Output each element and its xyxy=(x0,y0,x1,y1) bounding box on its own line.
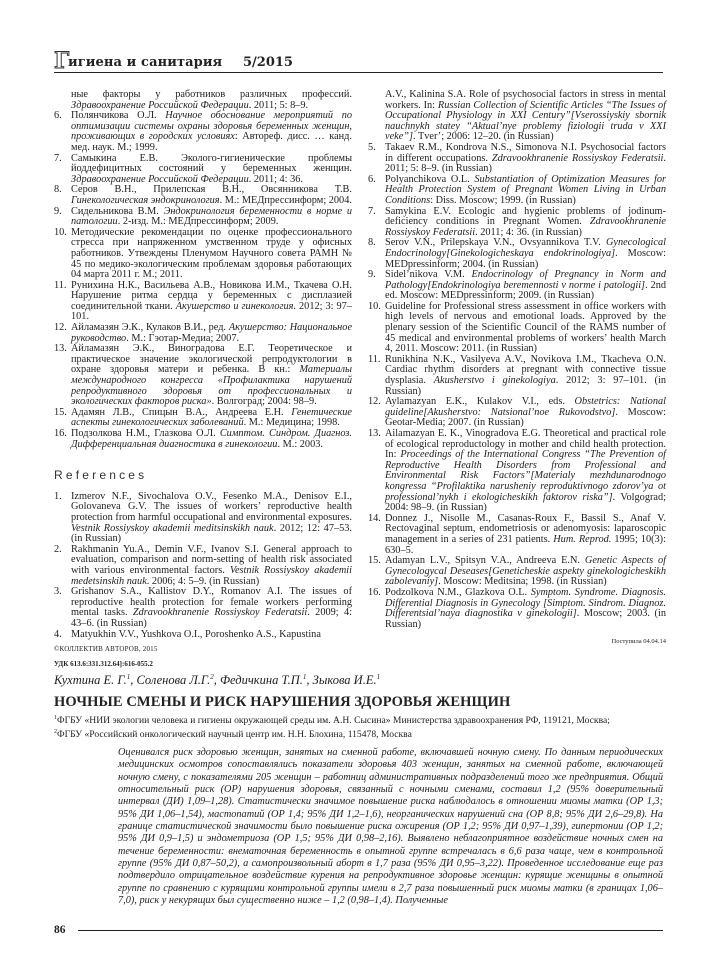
reference-item: 7. Samykina E.V. Ecologic and hygienic problems of jodinum-deficiency conditions in Pregnant Women. Zdravookhranenie Rossiyskoy Federatsii. 2011; 4: 36. (in Russian) xyxy=(368,205,666,238)
reference-item: 3. Grishanov S.A., Kallistov D.Y., Romanov A.I. The issues of reproductive health protection for female workers performing mental tasks. Zdravookhranenie Rossiyskoy Federatsii. 2009; 4: 43–6. (in Russian) xyxy=(54,586,352,629)
article-title: НОЧНЫЕ СМЕНЫ И РИСК НАРУШЕНИЯ ЗДОРОВЬЯ ЖЕНЩИН xyxy=(54,694,511,710)
page-number: 86 xyxy=(54,924,66,936)
reference-number: 16. xyxy=(54,428,67,439)
article-abstract: Оценивался риск здоровью женщин, занятых на сменной работе, включавшей ночную смену. По данным периодических медицинских осмотров сопоставлялись показатели здоровья 403 женщин, занятых на сменной работе, включающей ночную смену, с показателями 205 женщин – работниц административных подразделений того же предприятия. Общий относительный риск (ОР) нарушения здоровья, связанный с ночными сменами, составил 1,2 (95% доверительный интервал (ДИ) 1,09–1,28). Статистически значимое повышение риска наблюдалось в отношении миомы матки (ОР 1,3; 95% ДИ 1,06–1,54), мастопатий (ОР 1,4; 95% ДИ 1,2–1,6), неорганических нарушений сна (ОР 8,8; 95% ДИ 2,6–29,8). На границе статистической значимости было повышение риска ожирения (ОР 1,2; 95% ДИ 0,97–1,39), гипертонии (ОР 1,2; 95% ДИ 0,9–1,5) и эндометриоза (ОР 1,5; 95% ДИ 0,98–2,16). Выявлено неблагоприятное воздействие ночных смен на течение беременности: внематочная беременность в опытной группе встречалась в 6,6 раза чаще, чем в контрольной группе (95% ДИ 0,87–50,2), а самопроизвольный аборт в 1,7 раза (95% ДИ 0,95–3,22). Проведенное исследование еще раз подтвердило отрицательное воздействие курения на репродуктивное здоровье женщин: курящие женщины в опытной группе по сравнению с курящими контрольной группы имели в 2,7 раза повышенный риск миомы матки (в границах 1,06–7,0), риск у некурящих был существенно ниже – 1,2 (0,98–1,4). Полученные xyxy=(118,747,663,907)
reference-item: 15. Адамян Л.В., Спицын В.А., Андреева Е.Н. Генетические аспекты гинекологических заболеваний. М.: Медицина; 1998. xyxy=(54,406,352,429)
journal-issue: 5/2015 xyxy=(243,55,293,70)
reference-item: 16. Подзолкова Н.М., Глазкова О.Л. Симптом. Синдром. Диагноз. Дифференциальная диагностика в гинекологии. М.: 2003. xyxy=(54,428,353,450)
reference-item: 10. Методические рекомендации по оценке профессионального стресса при напряженном умственном труде у офисных работников. Утвеждены Пленумом Научного совета РАМН № 45 по медико-экологическим проблемам здоровья работающих 04 марта 2011 г. М.; 2011. xyxy=(54,226,352,281)
right-column xyxy=(368,90,666,648)
reference-number: 8. xyxy=(368,237,376,249)
en-reference-list-continued xyxy=(368,143,666,630)
journal-title: игиена и санитария xyxy=(68,55,223,70)
ru-reference-continued: ные факторы у работников различных профессий. Здравоохранение Российской Федерации. 2011; 5: 8–9. xyxy=(71,89,352,111)
reference-item: 8. Serov V.N., Prilepskaya V.N., Ovsyannikova T.V. Gynecological Endocrinology[Ginekologicheskaya endokrinologiya]. Moscow: MEDpressinform; 2004. (in Russian) xyxy=(368,237,666,270)
reference-item: 9. Сидельникова В.М. Эндокринология беременности в норме и патологии. 2-изд. М.: МЕДпрессинформ; 2009. xyxy=(54,205,352,228)
reference-item: 4. Matyukhin V.V., Yushkova O.I., Poroshenko A.S., Kapustina xyxy=(54,628,321,640)
reference-item: 8. Серов В.Н., Прилепская В.Н., Овсянникова Т.В. Гинекологическая эндокринология. М.: МЕДпрессинформ; 2004. xyxy=(54,184,352,206)
reference-number: 14. xyxy=(368,512,381,524)
ru-reference-list xyxy=(54,111,352,450)
reference-number: 8. xyxy=(54,184,62,196)
reference-item: 14. Donnez J., Nisolle M., Casanas-Roux F., Bassil S., Anaf V. Rectovaginal septum, endometriosis or adenomyosis: laparoscopic management in a series of 231 patients. Hum. Reprod. 1995; 10(3): 630–5. xyxy=(368,512,666,556)
reference-number: 12. xyxy=(368,396,381,408)
reference-item: 9. Sidel’nikova V.M. Endocrinology of Pregnancy in Norm and Pathology[Endokrinologiya beremennosti v norme i patologii]. 2nd ed. Moscow: MEDpressinform; 2009. (in Russian) xyxy=(368,269,666,302)
en-reference-continued: A.V., Kalinina S.A. Role of psychosocial factors in stress in mental workers. In: Russian Collection of Scientific Articles “The Issues of Occupational Physiology in XXI Century”[Vserossiyskiy sbornik nauchnykh statey “Aktual’nye problemy fiziologii truda v XXI veke”]. Tver’; 2006: 12–20. (in Russian) xyxy=(385,89,666,143)
reference-item: 12. Aylamazyan E.K., Kulakov V.I., eds. Obstetrics: National guideline[Akusherstvo: Natsional’noe Rukovodstvo]. Moscow: Geotar-Media; 2007. (in Russian) xyxy=(368,396,666,429)
reference-item: 7. Самыкина Е.В. Эколого-гигиенические проблемы йоддефицитных состояний у беременных женщин. Здравоохранение Российской Федерации. 2011; 4: 36. xyxy=(54,152,352,185)
reference-item: 15. Adamyan L.V., Spitsyn V.A., Andreeva E.N. Genetic Aspects of Gynecologycal Deseases[Geneticheskie aspekty ginekologicheskikh zabolevaniy]. Moscow: Meditsina; 1998. (in Russian) xyxy=(368,555,666,588)
reference-item: 11. Рунихина Н.К., Васильева А.В., Новикова И.М., Ткачева О.Н. Нарушение ритма сердца у беременных с дисплазией соединительной ткани. Акушерство и гинекология. 2012; 3: 97–101. xyxy=(54,279,352,323)
reference-item: 12. Айламазян Э.К., Кулаков В.И., ред. Акушерство: Национальное руководство. М.: Гэотар-Медиа; 2007. xyxy=(54,322,353,344)
reference-number: 16. xyxy=(368,586,381,598)
reference-number: 13. xyxy=(54,343,67,355)
reference-item: 2. Rakhmanin Yu.A., Demin V.F., Ivanov S.I. General approach to evaluation, comparison and norm-setting of health risk associated with various environmental factors. Vestnik Rossiyskoy akademii medetsinskih nauk. 2006; 4: 5–9. (in Russian) xyxy=(54,543,352,587)
reference-item: 10. Guideline for Professional stress assessment in office workers with high levels of nervous and emotional loads. Approved by the plenary session of the Scientific Council of the RAMS number of 45 medical and environmental problems of workers’ health March 4, 2011. Moscow: 2011. (in Russian) xyxy=(368,300,666,355)
reference-number: 4. xyxy=(54,628,62,640)
reference-item: 5. Takaev R.M., Kondrova N.S., Simonova N.I. Psychosocial factors in different occupations. Zdravookhranenie Rossiyskoy Federatsii. 2011; 5: 8–9. (in Russian) xyxy=(368,141,666,175)
reference-number: 2. xyxy=(54,543,62,555)
reference-item: 6. Polyanchikova O.L. Substantiation of Optimization Measures for Health Protection System of Pregnant Women Living in Urban Conditions: Diss. Moscow; 1999. (in Russian) xyxy=(368,173,666,206)
running-header xyxy=(54,48,663,74)
reference-number: 5. xyxy=(368,141,376,153)
references-heading: References xyxy=(54,468,148,483)
journal-drop-cap: Г xyxy=(54,48,70,74)
footer-rule xyxy=(78,930,663,931)
reference-number: 6. xyxy=(54,110,62,122)
en-reference-list xyxy=(54,492,352,640)
reference-item: 13. Айламазян Э.К., Виноградова Е.Г. Теоретическое и практическое значение экологической репродуктологии в охране здоровья матери и ребенка. В кн.: Материалы международного конгресса «Профилактика нарушений репродуктивного здоровья от профессиональных и экологических факторов риска». Волгоград; 2004: 98–9. xyxy=(54,343,352,408)
reference-number: 10. xyxy=(54,226,67,238)
received-date: Поступила 04.04.14 xyxy=(611,638,666,646)
reference-number: 1. xyxy=(54,490,62,502)
reference-number: 15. xyxy=(368,555,381,567)
reference-number: 7. xyxy=(54,152,62,164)
reference-number: 13. xyxy=(368,428,381,439)
reference-item: 1. Izmerov N.F., Sivochalova O.V., Fesenko M.A., Denisov E.I., Golovaneva G.V. The issues of workers’ reproductive health protection from harmful occupational and environmental exposures. Vestnik Rossiyskoy akademii meditsinskikh nauk. 2012; 12: 47–53. (in Russian) xyxy=(54,490,353,545)
left-column xyxy=(54,90,352,640)
reference-number: 9. xyxy=(368,269,376,281)
copyright-line: ©КОЛЛЕКТИВ АВТОРОВ, 2015 xyxy=(54,645,158,653)
reference-number: 7. xyxy=(368,205,376,217)
reference-number: 6. xyxy=(368,173,376,185)
udk-code: УДК 613.6:331.312.64]:616-055.2 xyxy=(54,660,153,668)
article-authors: Кухтина Е. Г.$^1$, Соленова Л.Г.$^2$, Федичкина Т.П.$^1$, Зыкова И.Е.$^1$ xyxy=(54,673,381,688)
reference-number: 11. xyxy=(54,279,67,291)
affiliation-1: $^1$ФГБУ «НИИ экологии человека и гигиены окружающей среды им. А.Н. Сысина» Министерства здравоохранения РФ, 119121, Москва; xyxy=(54,715,610,727)
reference-item: 16. Podzolkova N.M., Glazkova O.L. Symptom. Syndrome. Diagnosis. Differential Diagnosis in Gynecology [Simptom. Sindrom. Diagnoz. Differentsial’naya diagnostika v ginekologii]. Moscow; 2003. (in Russian) xyxy=(368,586,666,630)
affiliation-2: $^2$ФГБУ «Российский онкологический научный центр им. Н.Н. Блохина, 115478, Москва xyxy=(54,729,412,741)
reference-number: 15. xyxy=(54,406,67,418)
reference-item: 6. Полянчикова О.Л. Научное обоснование мероприятий по оптимизации системы охраны здоровья беременных женщин, проживающих в городских условиях: Автореф. дисс. … канд. мед. наук. М.; 1999. xyxy=(54,110,352,153)
reference-number: 11. xyxy=(368,353,381,365)
reference-number: 9. xyxy=(54,205,62,217)
reference-number: 12. xyxy=(54,322,67,334)
reference-number: 3. xyxy=(54,586,62,598)
reference-item: 13. Ailamazyan E. K., Vinogradova E.G. Theoretical and practical role of ecological reproductology in mother and child health protection. In: Proceedings of the International Congress “The Prevention of Reproductive Health Disorders from Professional and Environmental Risk Factors”[Materialy mezhdunarodnogo kongressa “Profilaktika narusheniy reproduktivnogo zdorov’ya ot professional’nykh i ekologicheskikh faktorov riska”]. Volgograd; 2004: 98–9. (in Russian) xyxy=(368,428,666,514)
reference-item: 11. Runikhina N.K., Vasilyeva A.V., Novikova I.M., Tkacheva O.N. Cardiac rhythm disorders at pregnant with connective tissue dysplasia. Akusherstvo i ginekologiya. 2012; 3: 97–101. (in Russian) xyxy=(368,353,666,397)
reference-number: 10. xyxy=(368,300,381,312)
